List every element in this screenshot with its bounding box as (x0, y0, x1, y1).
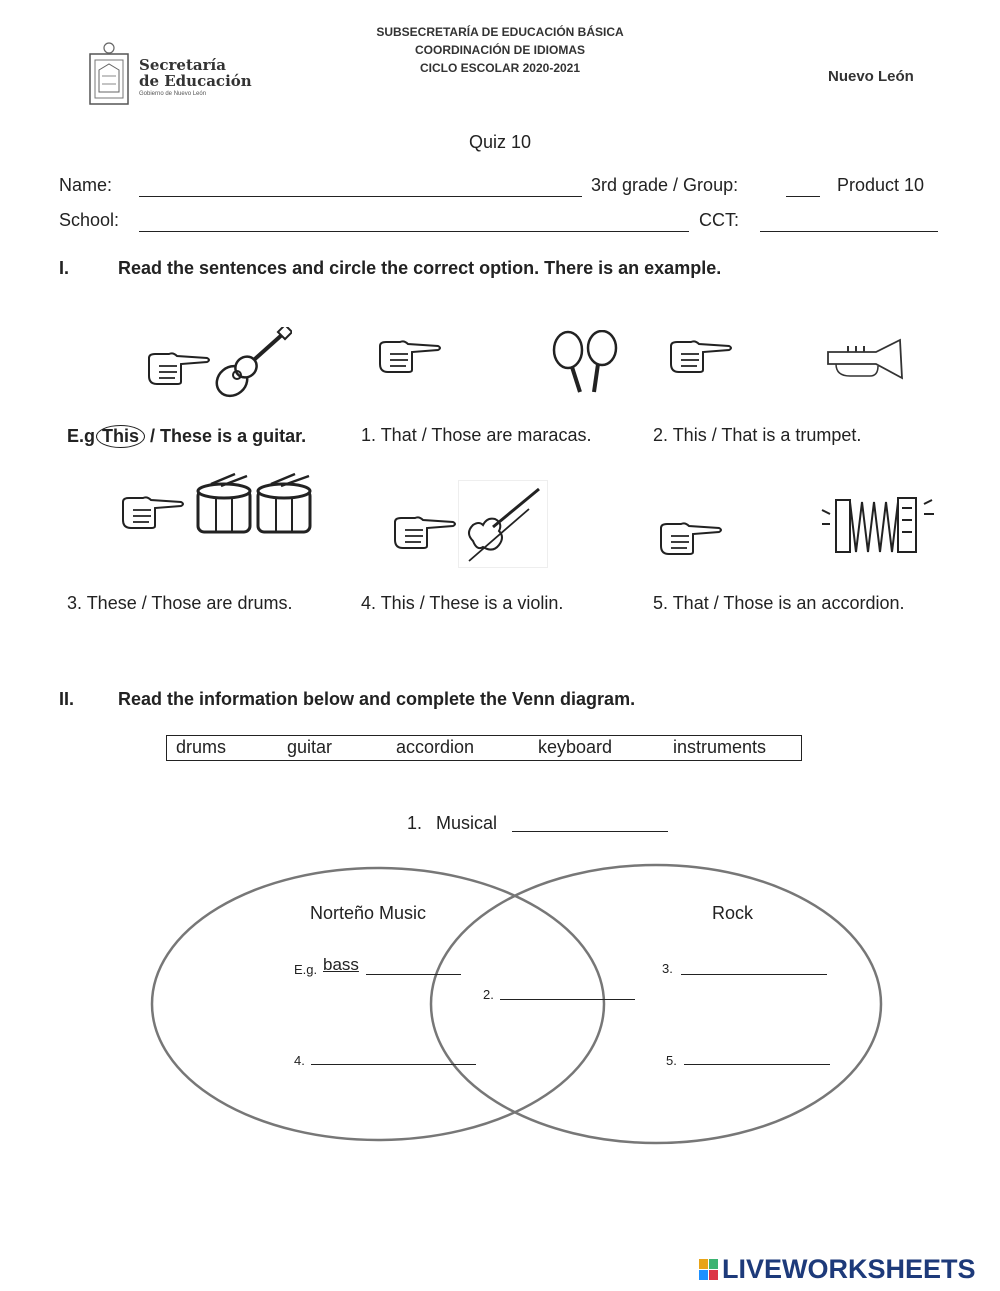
circled-answer: This (96, 425, 145, 448)
header-line-2: COORDINACIÓN DE IDIOMAS (414, 43, 585, 57)
word-bank-item: instruments (673, 737, 767, 757)
word-bank-item: accordion (396, 737, 475, 757)
question-1-number: 1. (407, 813, 423, 833)
grade-label: 3rd grade / Group: (591, 175, 739, 195)
example-answer-line (366, 974, 461, 975)
example-rest: / These is a guitar. (150, 426, 307, 446)
liveworksheets-logo-icon (699, 1259, 719, 1281)
logo-line-1: Secretaría (139, 56, 226, 74)
example-answer: bass (323, 955, 359, 974)
section-1-number: I. (59, 258, 70, 278)
logo-line-2: de Educación (139, 72, 252, 90)
venn-right-title: Rock (712, 903, 754, 923)
section-1-instruction: Read the sentences and circle the correct option. There is an example. (118, 258, 722, 278)
sentence-item-1[interactable]: 1. That / Those are maracas. (361, 425, 592, 445)
word-bank-item: keyboard (538, 737, 613, 757)
sentence-item-2[interactable]: 2. This / That is a trumpet. (653, 425, 862, 445)
answer-3-number: 3. (662, 961, 673, 976)
sentence-item-3[interactable]: 3. These / Those are drums. (67, 593, 293, 613)
school-label: School: (59, 210, 120, 230)
section-2-instruction: Read the information below and complete the Venn diagram. (118, 689, 636, 709)
answer-4-number: 4. (294, 1053, 305, 1068)
word-bank-item: guitar (287, 737, 333, 757)
answer-2-field[interactable] (500, 999, 635, 1000)
name-label: Name: (59, 175, 113, 195)
word-bank-item: drums (176, 737, 227, 757)
venn-left-title: Norteño Music (310, 903, 427, 923)
sentence-item-5[interactable]: 5. That / Those is an accordion. (653, 593, 905, 613)
answer-2-number: 2. (483, 987, 494, 1002)
right-logo: Nuevo León (828, 68, 914, 85)
page-title: Quiz 10 (468, 132, 532, 152)
liveworksheets-brand: LIVEWORKSHEETS (722, 1254, 976, 1284)
product-label: Product 10 (837, 175, 925, 195)
logo-subtitle: Gobierno de Nuevo León (139, 91, 207, 97)
question-1-label: Musical (436, 813, 498, 833)
answer-4-field[interactable] (311, 1064, 476, 1065)
header-line-1: SUBSECRETARÍA DE EDUCACIÓN BÁSICA (376, 25, 624, 39)
example-prefix: E.g (67, 426, 96, 446)
answer-3-field[interactable] (681, 974, 827, 975)
cct-label: CCT: (699, 210, 739, 230)
example-label: E.g. (294, 962, 318, 977)
section-2-number: II. (59, 689, 75, 709)
answer-5-field[interactable] (684, 1064, 830, 1065)
header-line-3: CICLO ESCOLAR 2020-2021 (419, 61, 581, 75)
sentence-item-4[interactable]: 4. This / These is a violin. (361, 593, 564, 613)
answer-5-number: 5. (666, 1053, 677, 1068)
